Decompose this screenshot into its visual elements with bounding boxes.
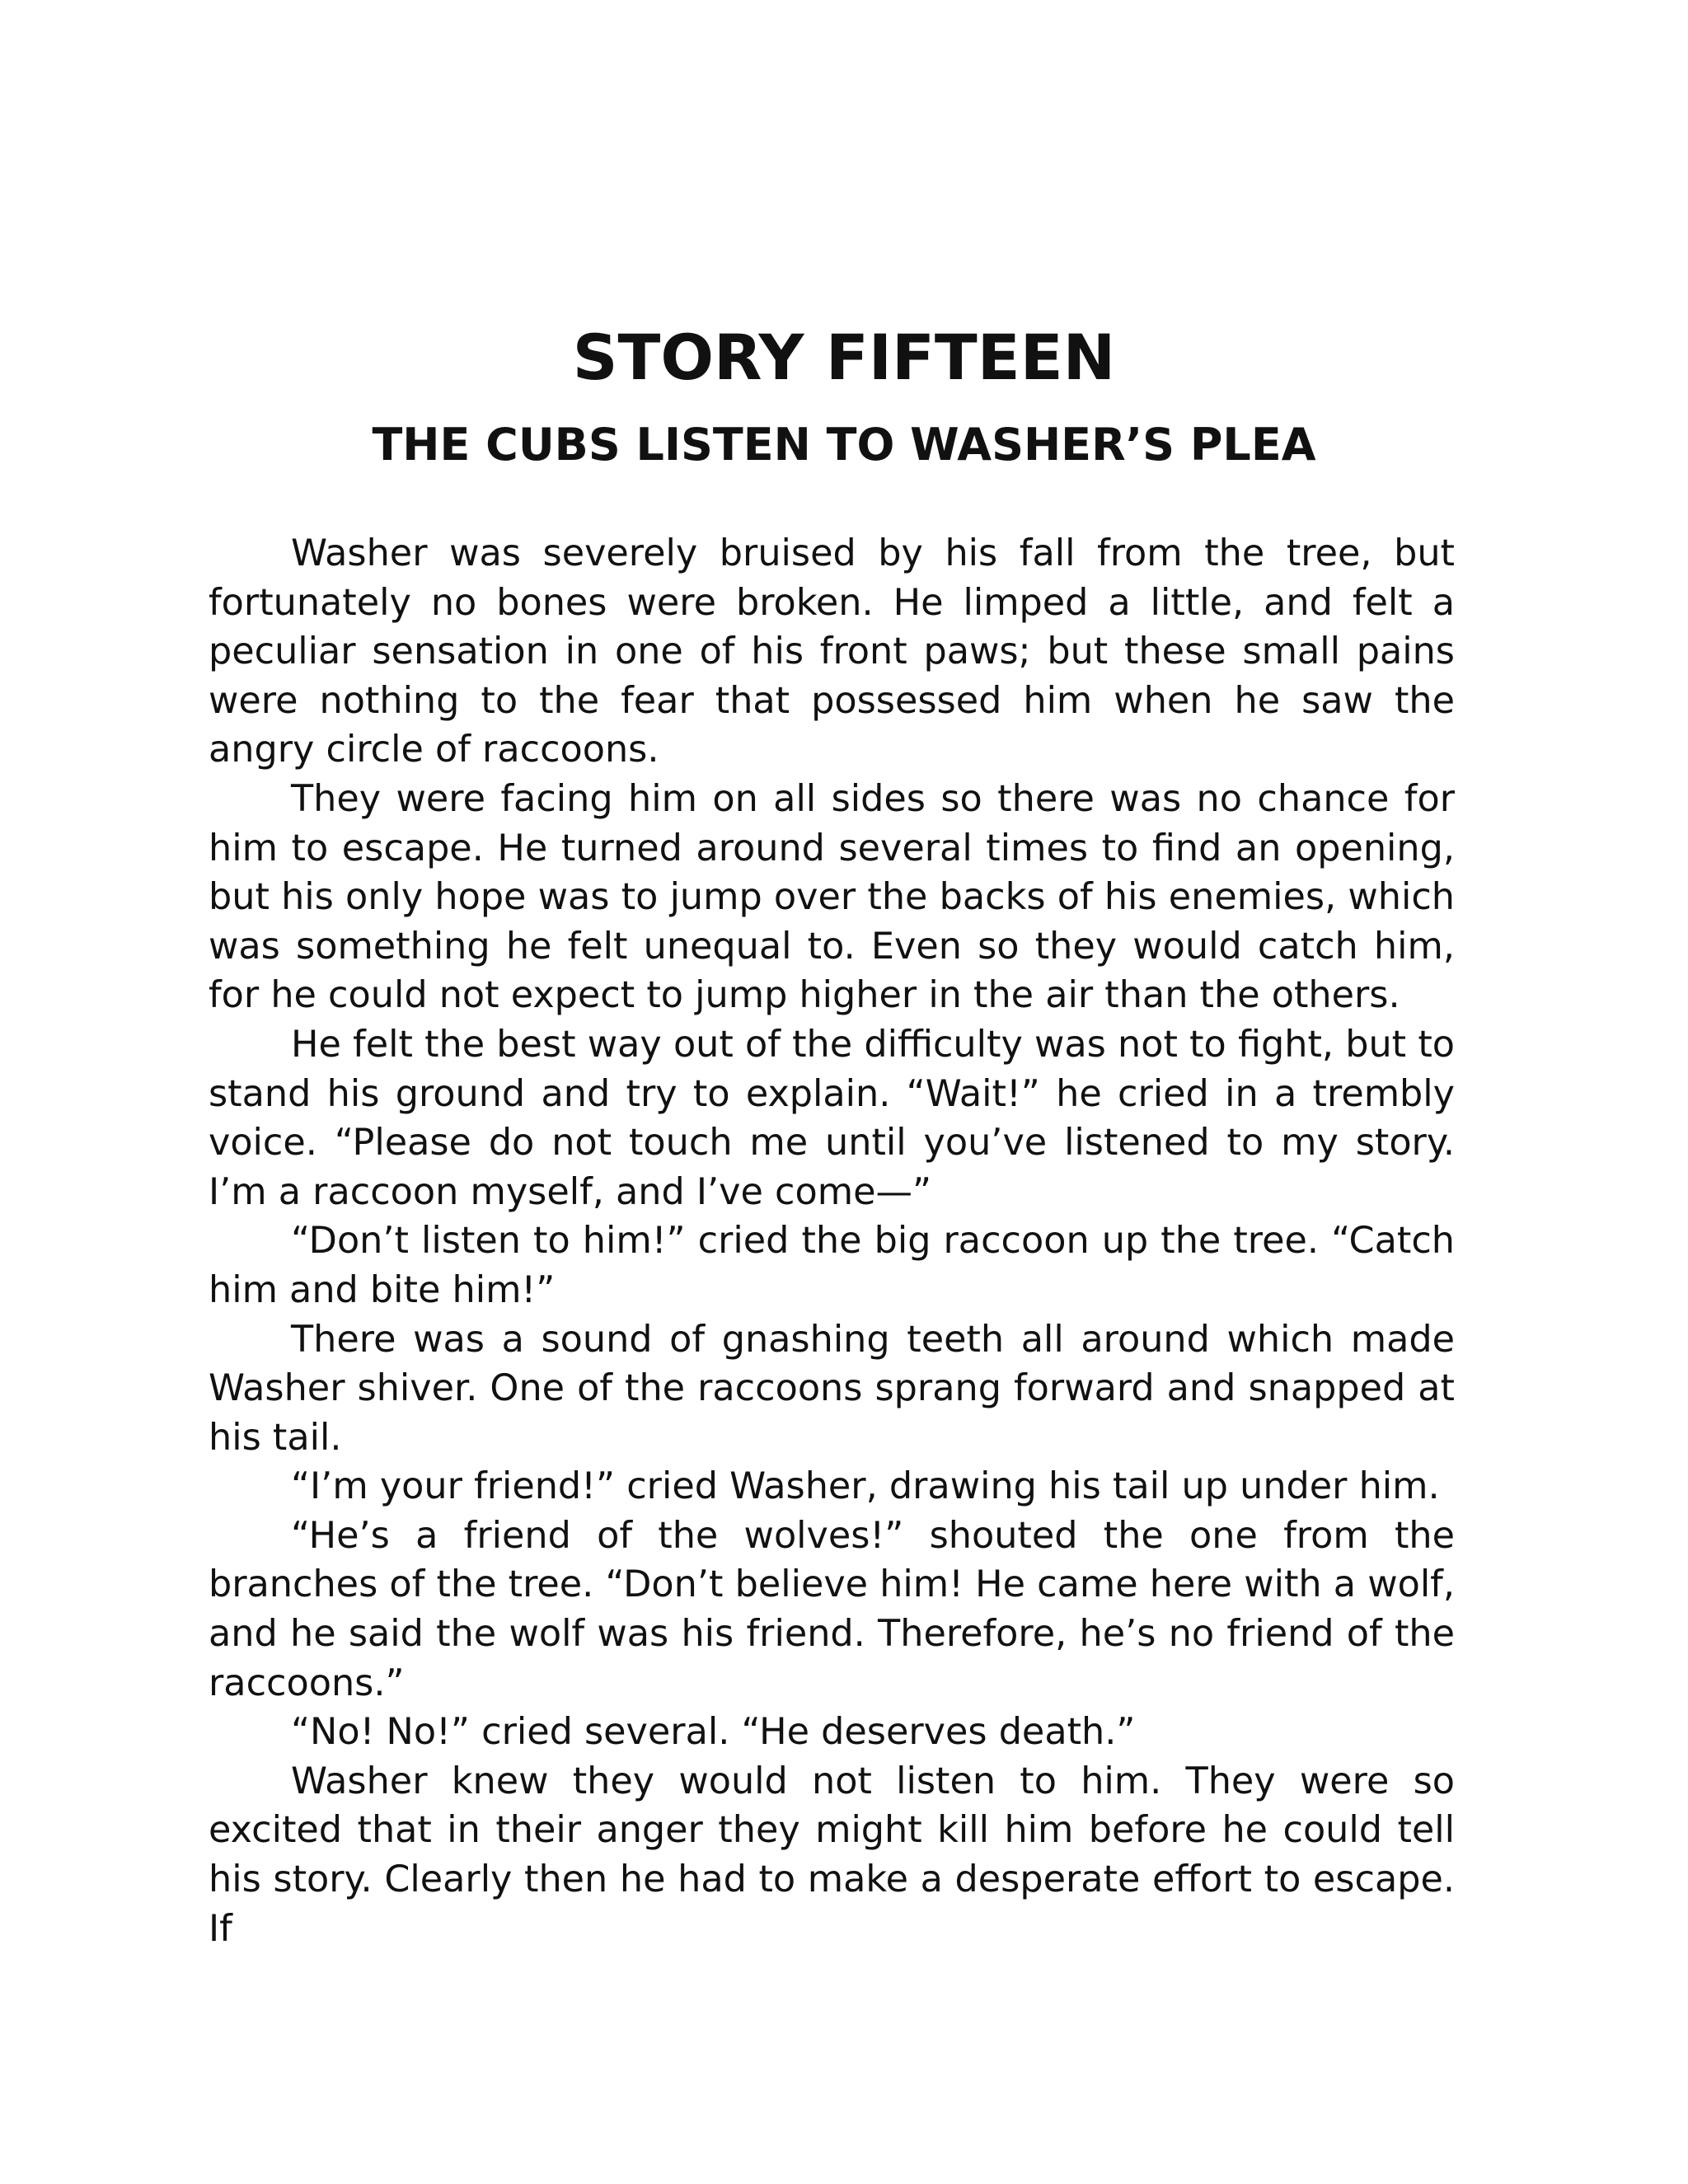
paragraph: Washer was severely bruised by his fall from the tree, but fortunately no bones were broken. He limped a little, and felt a peculiar sensation in one of his front paws; but these small pains were nothing to the fear that possessed him when he saw the angry circle of raccoons. bbox=[209, 532, 1455, 771]
paragraph: “Don’t listen to him!” cried the big raccoon up the tree. “Catch him and bite him!” bbox=[209, 1220, 1455, 1311]
paragraph: “He’s a friend of the wolves!” shouted the one from the branches of the tree. “Don’t believe him! He came here with a wolf, and he said the wolf was his friend. Therefore, he’s no friend of the raccoons.” bbox=[209, 1514, 1455, 1704]
story-body bbox=[209, 529, 1455, 1953]
paragraph: “No! No!” cried several. “He deserves death.” bbox=[291, 1711, 1136, 1754]
paragraph: Washer knew they would not listen to him. They were so excited that in their anger they might kill him before he could tell his story. Clearly then he had to make a desperate effort to escape. If bbox=[209, 1760, 1455, 1950]
chapter-title: STORY FIFTEEN bbox=[572, 321, 1116, 394]
paragraph: He felt the best way out of the difficulty was not to fight, but to stand his ground and try to explain. “Wait!” he cried in a trembly voice. “Please do not touch me until you’ve listened to my story. I’m a raccoon myself, and I’ve come—” bbox=[209, 1023, 1455, 1213]
paragraph: “I’m your friend!” cried Washer, drawing his tail up under him. bbox=[291, 1465, 1440, 1508]
paragraph: There was a sound of gnashing teeth all around which made Washer shiver. One of the raccoons sprang forward and snapped at his tail. bbox=[209, 1318, 1455, 1459]
chapter-subtitle: THE CUBS LISTEN TO WASHER’S PLEA bbox=[372, 419, 1316, 471]
paragraph: They were facing him on all sides so there was no chance for him to escape. He turned around several times to find an opening, but his only hope was to jump over the backs of his enemies, which was something he felt unequal to. Even so they would catch him, for he could not expect to jump higher in the air than the others. bbox=[209, 777, 1455, 1017]
